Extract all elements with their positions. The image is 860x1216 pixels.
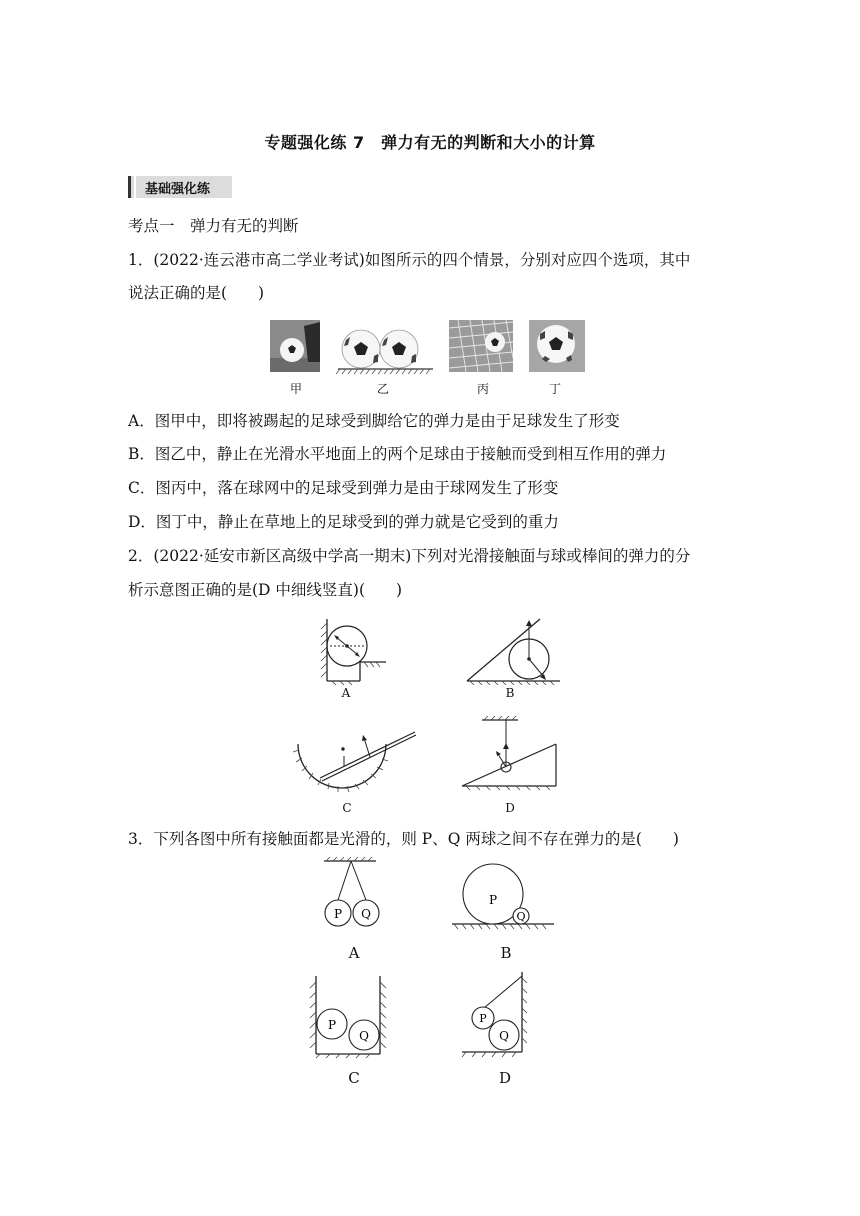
section-tag [128, 176, 232, 198]
q1-photo-bing [449, 320, 513, 372]
q3a-ball-p: P [333, 907, 343, 921]
q1-photos [268, 318, 588, 378]
q1-stem-line2: 说法正确的是( ) [128, 284, 265, 302]
q1-option-b: B．图乙中，静止在光滑水平地面上的两个足球由于接触而受到相互作用的弹力 [128, 445, 667, 463]
q3a-ball-q: Q [361, 907, 371, 921]
q3-label-d: D [498, 1069, 512, 1087]
q3-diagram-b [450, 858, 556, 932]
q2-diagram-c [292, 718, 422, 800]
q3b-ball-p: P [488, 893, 498, 907]
q1-stem-line1: 1．(2022·连云港市高二学业考试)如图所示的四个情景，分别对应四个选项，其中 [128, 251, 691, 269]
q1-photo-jia [270, 320, 320, 372]
q3-label-b: B [500, 944, 512, 962]
q1-caption-ding: 丁 [548, 382, 561, 396]
q3b-ball-q: Q [516, 910, 526, 923]
q3c-ball-p: P [327, 1018, 337, 1032]
q2-label-a: A [341, 686, 351, 700]
q1-option-a: A．图甲中，即将被踢起的足球受到脚给它的弹力是由于足球发生了形变 [128, 412, 620, 430]
q1-option-d: D．图丁中，静止在草地上的足球受到的弹力就是它受到的重力 [128, 513, 559, 531]
q2-stem-line1: 2．(2022·延安市新区高级中学高一期末)下列对光滑接触面与球或棒间的弹力的分 [128, 547, 691, 565]
q3-diagram-a [318, 856, 390, 932]
q2-stem-line2: 析示意图正确的是(D 中细线竖直)( ) [128, 581, 403, 599]
q1-caption-bing: 丙 [476, 382, 489, 396]
q1-photo-yi [336, 330, 433, 374]
q1-option-c: C．图丙中，落在球网中的足球受到弹力是由于球网发生了形变 [128, 479, 559, 497]
q2-diagram-a [310, 615, 400, 685]
q2-label-b: B [505, 686, 515, 700]
q2-label-c: C [342, 801, 352, 815]
q2-label-d: D [505, 801, 515, 815]
q2-diagram-b [462, 615, 562, 685]
q3-diagram-d [458, 970, 528, 1058]
q3c-ball-q: Q [359, 1029, 369, 1043]
q3-diagram-c [306, 972, 388, 1058]
q1-caption-yi: 乙 [376, 382, 389, 396]
page-title: 专题强化练 7 弹力有无的判断和大小的计算 [264, 133, 596, 152]
q2-diagram-d [458, 716, 562, 800]
q3-label-c: C [348, 1069, 360, 1087]
q1-photo-ding [529, 320, 585, 372]
q1-caption-jia: 甲 [289, 382, 302, 396]
q3-label-a: A [348, 944, 360, 962]
q3d-ball-q: Q [499, 1029, 509, 1043]
q3-stem: 3．下列各图中所有接触面都是光滑的，则 P、Q 两球之间不存在弹力的是( ) [128, 830, 679, 848]
section-tag-label: 基础强化练 [145, 182, 211, 197]
q3d-ball-p: P [479, 1012, 487, 1025]
topic-heading: 考点一 弹力有无的判断 [128, 217, 299, 235]
